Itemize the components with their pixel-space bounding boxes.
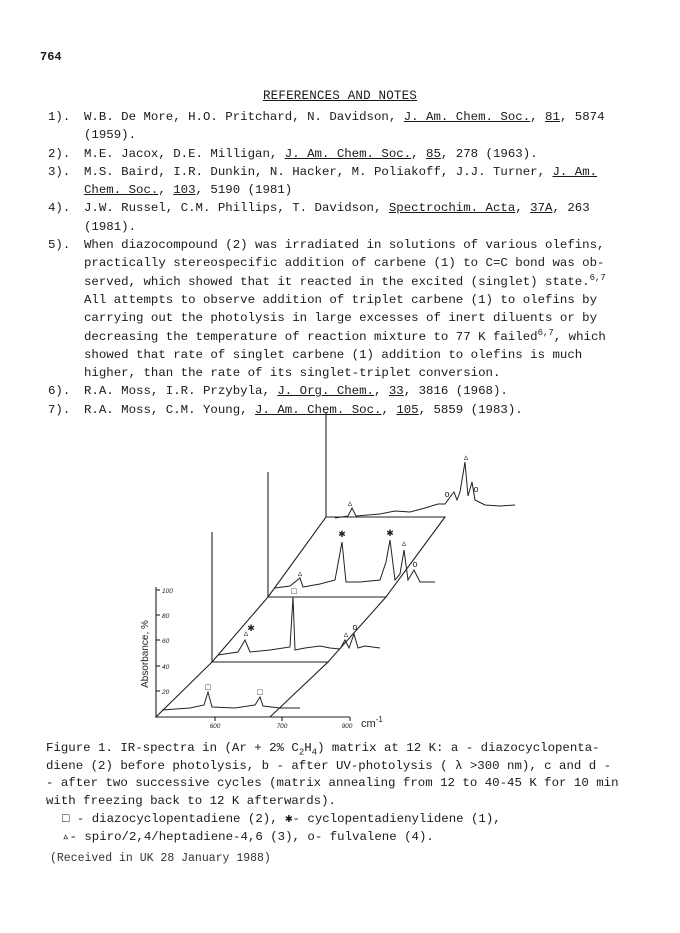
peak-marker-star: ✱ — [338, 529, 346, 539]
section-heading: REFERENCES AND NOTES — [262, 89, 418, 103]
reference-note-5: 5). When diazocompound (2) was irradiated in solutions of various olefins, practically stereospecific addition of carbene (1) to C=C bond was ob- served, which showed that it reacted in the excited (singlet) state.$^{6,7}$ All attempts to observe addition of triplet carbene (1) to olefins by carrying out the photolysis in large excesses of inert diluents or by decreasing the temperature of reaction mixture to 77 K failed$^{6,7}$, which showed that rate of singlet carbene (1) addition to olefins is much higher, than the rate of its singlet-triplet conversion. — [48, 238, 606, 381]
square-marker-icon: □ — [62, 812, 70, 826]
received-note: (Received in UK 28 January 1988) — [50, 852, 271, 865]
peak-marker-triangle: ▵ — [463, 452, 469, 462]
reference-item: 4). J.W. Russel, C.M. Phillips, T. Davidson, Spectrochim. Acta, 37A, 263 (1981). — [48, 201, 590, 234]
star-marker-icon: ✱ — [285, 812, 293, 826]
svg-text:o: o — [352, 622, 358, 632]
reference-item: 6). R.A. Moss, I.R. Przybyla, J. Org. Chem., 33, 3816 (1968). — [48, 384, 508, 399]
figure-legend-line-2: ▵- spiro/2,4/heptadiene-4,6 (3), o- fulvalene (4). — [62, 830, 434, 844]
ir-spectra-figure — [120, 412, 540, 737]
svg-text:▵: ▵ — [297, 568, 303, 578]
x-tick-label: 600 — [209, 723, 221, 730]
x-tick-label: 700 — [276, 723, 288, 730]
y-tick-label: 60 — [162, 638, 170, 645]
svg-text:▵: ▵ — [343, 629, 349, 639]
svg-text:□: □ — [257, 687, 263, 697]
x-unit-label: $cm^{-1}$ — [361, 715, 383, 730]
reference-item: 7). R.A. Moss, C.M. Young, J. Am. Chem. Soc., 105, 5859 (1983). — [48, 402, 523, 417]
peak-marker-circle: o — [444, 489, 450, 499]
page-number: 764 — [40, 50, 62, 64]
svg-text:✱: ✱ — [247, 623, 255, 633]
circle-marker-icon: o — [307, 830, 315, 844]
peak-marker-square: □ — [291, 586, 297, 596]
reference-item: 2). M.E. Jacox, D.E. Milligan, J. Am. Chem. Soc., 85, 278 (1963). — [48, 146, 538, 161]
y-axis-label: Absorbance, % — [140, 620, 151, 688]
y-tick-label: 20 — [162, 689, 170, 696]
x-tick-label: 900 — [341, 723, 353, 730]
svg-text:o: o — [412, 559, 418, 569]
svg-text:□: □ — [205, 682, 211, 692]
figure-legend-line-1: □ - diazocyclopentadiene (2), ✱- cyclopentadienylidene (1), — [62, 812, 501, 826]
y-tick-label: 100 — [162, 588, 173, 595]
figure-caption: Figure 1. IR-spectra in (Ar + 2% $C_2H_4$) matrix at 12 K: a - diazocyclopenta- diene (2) before photolysis, b - after UV-photolysis ( λ >300 nm), c and d - - after two successive cycles (matrix annealing from 12 to 40-45 K for 10 min with freezing back to 12 K afterwards). — [46, 741, 619, 808]
svg-text:▵: ▵ — [401, 538, 407, 548]
reference-item: 3). M.S. Baird, I.R. Dunkin, N. Hacker, M. Poliakoff, J.J. Turner, J. Am. Chem. Soc., 103, 5190 (1981) — [48, 164, 598, 198]
svg-text:▵: ▵ — [347, 498, 353, 508]
svg-text:✱: ✱ — [386, 528, 394, 538]
references-list — [48, 108, 648, 419]
reference-item: 1). W.B. De More, H.O. Pritchard, N. Davidson, J. Am. Chem. Soc., 81, 5874 (1959). — [48, 110, 605, 143]
triangle-marker-icon: ▵ — [62, 830, 70, 844]
svg-text:▵: ▵ — [243, 628, 249, 638]
y-tick-label: 40 — [162, 664, 170, 671]
y-tick-label: 80 — [162, 613, 170, 620]
svg-text:o: o — [473, 484, 479, 494]
